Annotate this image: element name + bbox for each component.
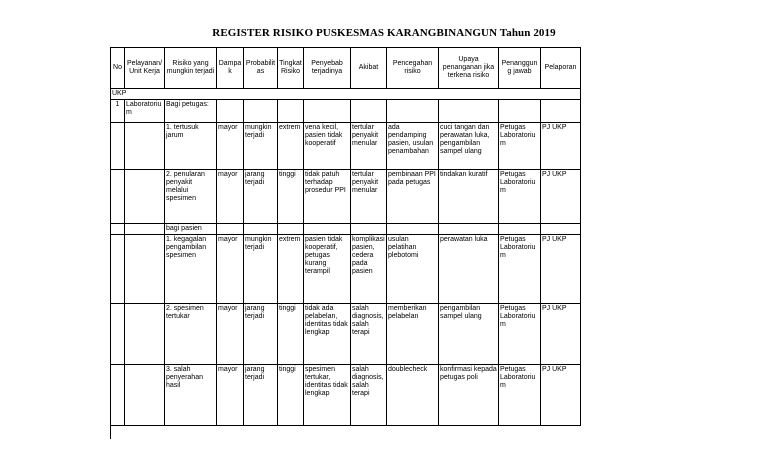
document-title: REGISTER RISIKO PUSKESMAS KARANGBINANGUN Tahun 2019 <box>212 27 556 39</box>
pj-cell: Petugas Laboratorium <box>499 235 541 304</box>
table-row <box>111 170 581 224</box>
impact-cell: mayor <box>217 170 244 224</box>
header-cell: Upaya penanganan jika terkena risiko <box>439 48 499 89</box>
risk-cell: 1. tertusuk jarum <box>165 123 217 170</box>
handle-cell: cuci tangan dan perawatan luka, pengambilan sampel ulang <box>439 123 499 170</box>
prevent-cell: usulan pelatihan plebotomi <box>387 235 439 304</box>
unit-row <box>111 100 581 123</box>
risk-register-table <box>110 47 581 426</box>
effect-cell: tertular penyakit menular <box>351 170 387 224</box>
header-cell: Penanggung jawab <box>499 48 541 89</box>
cause-cell: tidak ada pelabelan, identitas tidak lengkap <box>304 304 351 365</box>
cause-cell: spesimen tertukar, identitas tidak lengkap <box>304 365 351 426</box>
report-cell: PJ UKP <box>541 123 581 170</box>
report-cell: PJ UKP <box>541 235 581 304</box>
section-row <box>111 89 581 100</box>
handle-cell: tindakan kuratif <box>439 170 499 224</box>
prob-cell: mungkin terjadi <box>244 235 278 304</box>
prob-cell: jarang terjadi <box>244 170 278 224</box>
page-edge-line <box>110 425 111 439</box>
report-cell: PJ UKP <box>541 304 581 365</box>
effect-cell: salah diagnosis, salah terapi <box>351 304 387 365</box>
pj-cell: Petugas Laboratorium <box>499 365 541 426</box>
risk-cell: 3. salah penyerahan hasil <box>165 365 217 426</box>
prob-cell: jarang terjadi <box>244 365 278 426</box>
effect-cell: salah diagnosis, salah terapi <box>351 365 387 426</box>
cause-cell: pasien tidak kooperatif, petugas kurang terampil <box>304 235 351 304</box>
header-cell: Penyebab terjadinya <box>304 48 351 89</box>
row-number: 1 <box>111 100 125 123</box>
handle-cell: konfirmasi kepada petugas poli <box>439 365 499 426</box>
cause-cell: tidak patuh terhadap prosedur PPI <box>304 170 351 224</box>
header-cell: No <box>111 48 125 89</box>
prob-cell: mungkin terjadi <box>244 123 278 170</box>
header-cell: Pencegahan risiko <box>387 48 439 89</box>
header-cell: Tingkat Risiko <box>278 48 304 89</box>
table-row <box>111 304 581 365</box>
effect-cell: tertular penyakit menular <box>351 123 387 170</box>
effect-cell: komplikasi pasien, cedera pada pasien <box>351 235 387 304</box>
handle-cell: pengambilan sampel ulang <box>439 304 499 365</box>
pj-cell: Petugas Laboratorium <box>499 170 541 224</box>
prevent-cell: doublecheck <box>387 365 439 426</box>
table-row <box>111 365 581 426</box>
level-cell: extrem <box>278 123 304 170</box>
group-row <box>111 224 581 235</box>
group-label: Bagi petugas: <box>165 100 217 123</box>
header-row <box>111 48 581 89</box>
prob-cell: jarang terjadi <box>244 304 278 365</box>
risk-cell: 2. spesimen tertukar <box>165 304 217 365</box>
prevent-cell: memberikan pelabelan <box>387 304 439 365</box>
impact-cell: mayor <box>217 235 244 304</box>
report-cell: PJ UKP <box>541 170 581 224</box>
header-cell: Dampak <box>217 48 244 89</box>
level-cell: tinggi <box>278 170 304 224</box>
table-row <box>111 123 581 170</box>
risk-cell: 1. kegagalan pengambilan spesimen <box>165 235 217 304</box>
pj-cell: Petugas Laboratorium <box>499 304 541 365</box>
header-cell: Akibat <box>351 48 387 89</box>
pj-cell: Petugas Laboratorium <box>499 123 541 170</box>
handle-cell: perawatan luka <box>439 235 499 304</box>
header-cell: Risiko yang mungkin terjadi <box>165 48 217 89</box>
section-label: UKP <box>111 89 581 100</box>
impact-cell: mayor <box>217 123 244 170</box>
level-cell: tinggi <box>278 304 304 365</box>
header-cell: Pelayanan/Unit Kerja <box>125 48 165 89</box>
header-cell: Probabilitas <box>244 48 278 89</box>
cause-cell: vena kecil, pasien tidak kooperatif <box>304 123 351 170</box>
level-cell: extrem <box>278 235 304 304</box>
group-label: bagi pasien <box>165 224 217 235</box>
report-cell: PJ UKP <box>541 365 581 426</box>
prevent-cell: ada pendamping pasien, usulan penambahan <box>387 123 439 170</box>
risk-cell: 2. penularan penyakit melalui spesimen <box>165 170 217 224</box>
table-row <box>111 235 581 304</box>
unit-name: Laboratorium <box>125 100 165 123</box>
prevent-cell: pembinaan PPI pada petugas <box>387 170 439 224</box>
level-cell: tinggi <box>278 365 304 426</box>
impact-cell: mayor <box>217 365 244 426</box>
header-cell: Pelaporan <box>541 48 581 89</box>
impact-cell: mayor <box>217 304 244 365</box>
